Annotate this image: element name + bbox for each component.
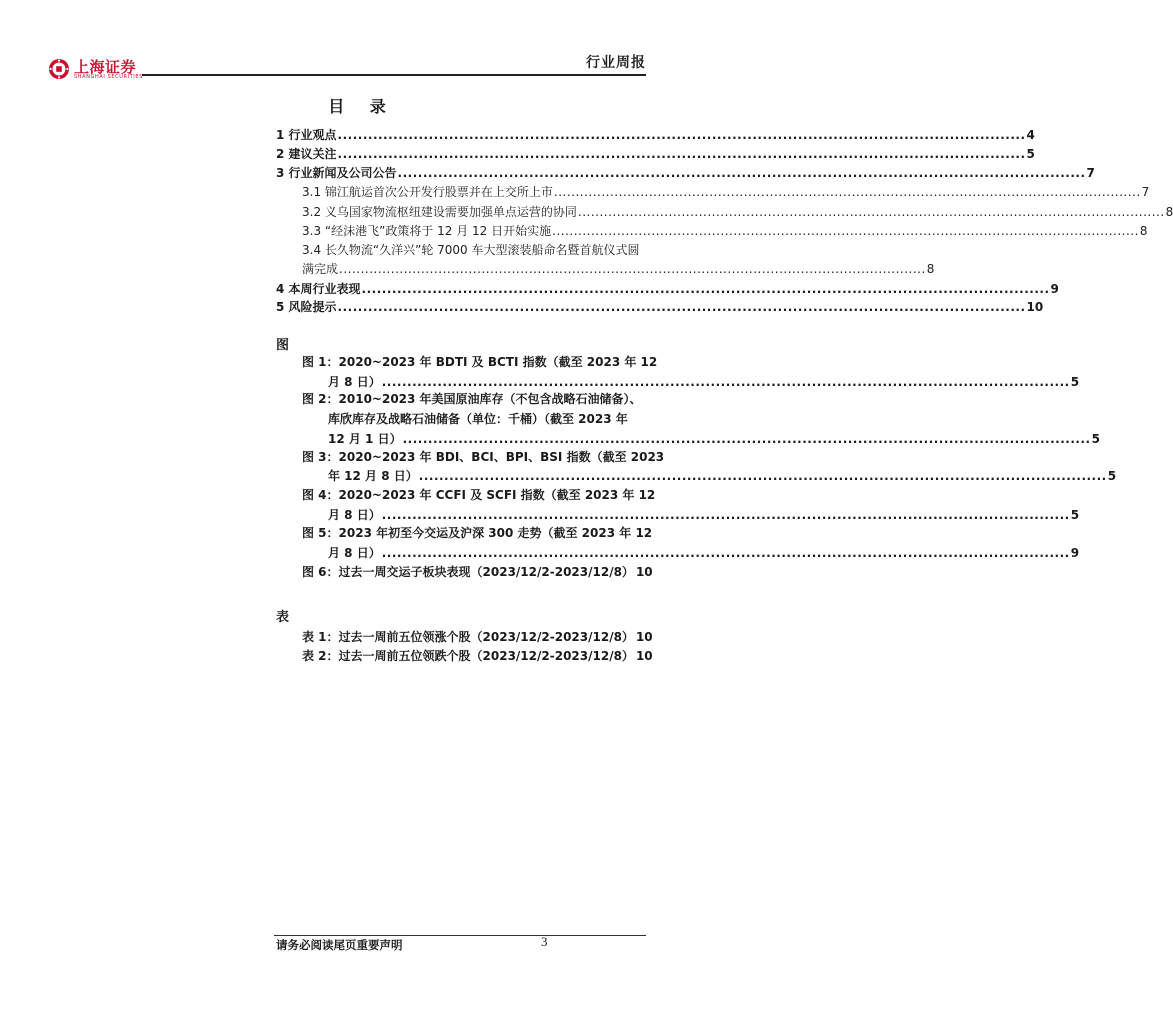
company-logo — [48, 56, 158, 84]
figure-entry-title: 12 月 1 日） — [328, 432, 402, 446]
figure-entry-page: 5 — [1091, 432, 1100, 446]
table-entry-page: 10 — [635, 630, 653, 644]
toc-subentry[interactable] — [302, 205, 1173, 219]
footer-disclaimer: 请务必阅读尾页重要声明 — [276, 938, 403, 952]
figure-entry-title: 图 6：过去一周交运子板块表现（2023/12/2-2023/12/8） — [302, 565, 634, 579]
toc-entry-page: 8 — [1139, 224, 1148, 238]
tables-heading: 表 — [276, 610, 290, 625]
leader-dots: ........................................................................................................................................ — [402, 432, 1091, 446]
figure-entry-line1[interactable]: 图 5：2023 年初至今交运及沪深 300 走势（截至 2023 年 12 — [302, 526, 653, 540]
toc-entry[interactable] — [276, 300, 1044, 314]
figure-entry[interactable] — [328, 432, 1100, 446]
toc-entry[interactable] — [276, 128, 1035, 142]
toc-subentry[interactable] — [302, 185, 1150, 199]
leader-dots: ........................................................................................................................................ — [381, 375, 1070, 389]
leader-dots: ........................................................................................................................................ — [553, 185, 1141, 199]
toc-entry-page: 4 — [1026, 128, 1035, 142]
table-entry-title: 表 1：过去一周前五位领涨个股（2023/12/2-2023/12/8） — [302, 630, 634, 644]
toc-entry-title: 满完成 — [302, 262, 339, 276]
figure-entry-page: 5 — [1107, 469, 1117, 483]
figure-entry[interactable] — [302, 565, 653, 579]
logo-text-en: SHANGHAI SECURITIES — [74, 74, 143, 80]
table-entry[interactable] — [302, 630, 653, 644]
toc-subentry[interactable] — [302, 262, 935, 276]
toc-entry-page: 7 — [1086, 166, 1095, 180]
figure-entry-page: 10 — [635, 565, 653, 579]
figures-heading: 图 — [276, 338, 290, 353]
table-entry[interactable] — [302, 649, 653, 663]
leader-dots: ........................................................................................................................................ — [397, 166, 1086, 180]
figure-entry[interactable] — [328, 546, 1080, 560]
toc-entry-title: 1 行业观点 — [276, 128, 337, 142]
figure-entry[interactable] — [328, 508, 1080, 522]
leader-dots: ........................................................................................................................................ — [337, 128, 1026, 142]
report-type-label: 行业周报 — [586, 55, 646, 71]
figure-entry-page: 5 — [1070, 375, 1080, 389]
toc-entry-title: 3.2 义乌国家物流枢纽建设需要加强单点运营的协同 — [302, 205, 577, 219]
leader-dots: ........................................................................................................................................ — [339, 262, 926, 276]
toc-subentry[interactable] — [302, 224, 1148, 238]
toc-entry-page: 10 — [1026, 300, 1044, 314]
figure-entry-title: 年 12 月 8 日） — [328, 469, 418, 483]
toc-subentry-line1[interactable]: 3.4 长久物流“久洋兴”轮 7000 车大型滚装船命名暨首航仪式圆 — [302, 243, 640, 257]
toc-entry-title: 3.1 锦江航运首次公开发行股票并在上交所上市 — [302, 185, 553, 199]
toc-entry-title: 4 本周行业表现 — [276, 282, 361, 296]
footer-divider — [274, 935, 646, 936]
toc-entry-page: 8 — [1165, 205, 1173, 219]
toc-entry[interactable] — [276, 282, 1059, 296]
figure-entry[interactable] — [328, 375, 1080, 389]
toc-entry[interactable] — [276, 147, 1035, 161]
toc-entry-title: 5 风险提示 — [276, 300, 337, 314]
logo-emblem-icon — [48, 58, 70, 80]
toc-entry-title: 3 行业新闻及公司公告 — [276, 166, 397, 180]
leader-dots: ........................................................................................................................................ — [418, 469, 1107, 483]
header-divider — [142, 74, 646, 76]
toc-entry[interactable] — [276, 166, 1095, 180]
figure-entry-line1[interactable]: 图 1：2020~2023 年 BDTI 及 BCTI 指数（截至 2023 年 12 — [302, 355, 658, 369]
page-number: 3 — [541, 934, 548, 949]
figure-entry-title: 月 8 日） — [328, 375, 381, 389]
document-title: 目 录 — [328, 97, 396, 116]
leader-dots: ........................................................................................................................................ — [577, 205, 1165, 219]
leader-dots: ........................................................................................................................................ — [381, 546, 1070, 560]
figure-entry-page: 9 — [1070, 546, 1080, 560]
figure-entry-title: 月 8 日） — [328, 508, 381, 522]
figure-entry-page: 5 — [1070, 508, 1080, 522]
toc-entry-page: 7 — [1141, 185, 1150, 199]
figure-entry-line1[interactable]: 图 2：2010~2023 年美国原油库存（不包含战略石油储备）、 — [302, 392, 642, 406]
toc-entry-title: 2 建议关注 — [276, 147, 337, 161]
figure-entry-line1[interactable]: 图 3：2020~2023 年 BDI、BCI、BPI、BSI 指数（截至 2023 — [302, 450, 665, 464]
toc-entry-title: 3.3 “经沫港飞”政策将于 12 月 12 日开始实施 — [302, 224, 552, 238]
table-entry-title: 表 2：过去一周前五位领跌个股（2023/12/2-2023/12/8） — [302, 649, 634, 663]
leader-dots: ........................................................................................................................................ — [337, 300, 1026, 314]
leader-dots: ........................................................................................................................................ — [381, 508, 1070, 522]
toc-entry-page: 9 — [1050, 282, 1059, 296]
leader-dots: ........................................................................................................................................ — [361, 282, 1050, 296]
figure-entry-line1[interactable]: 图 4：2020~2023 年 CCFI 及 SCFI 指数（截至 2023 年 12 — [302, 488, 656, 502]
leader-dots: ........................................................................................................................................ — [337, 147, 1026, 161]
toc-entry-page: 5 — [1026, 147, 1035, 161]
leader-dots: ........................................................................................................................................ — [552, 224, 1139, 238]
figure-entry[interactable] — [328, 469, 1117, 483]
logo-text-cn: 上海证券 — [74, 58, 137, 76]
figure-entry-line2[interactable]: 库欣库存及战略石油储备（单位：千桶）（截至 2023 年 — [328, 412, 628, 426]
figure-entry-title: 月 8 日） — [328, 546, 381, 560]
toc-entry-page: 8 — [926, 262, 935, 276]
table-entry-page: 10 — [635, 649, 653, 663]
